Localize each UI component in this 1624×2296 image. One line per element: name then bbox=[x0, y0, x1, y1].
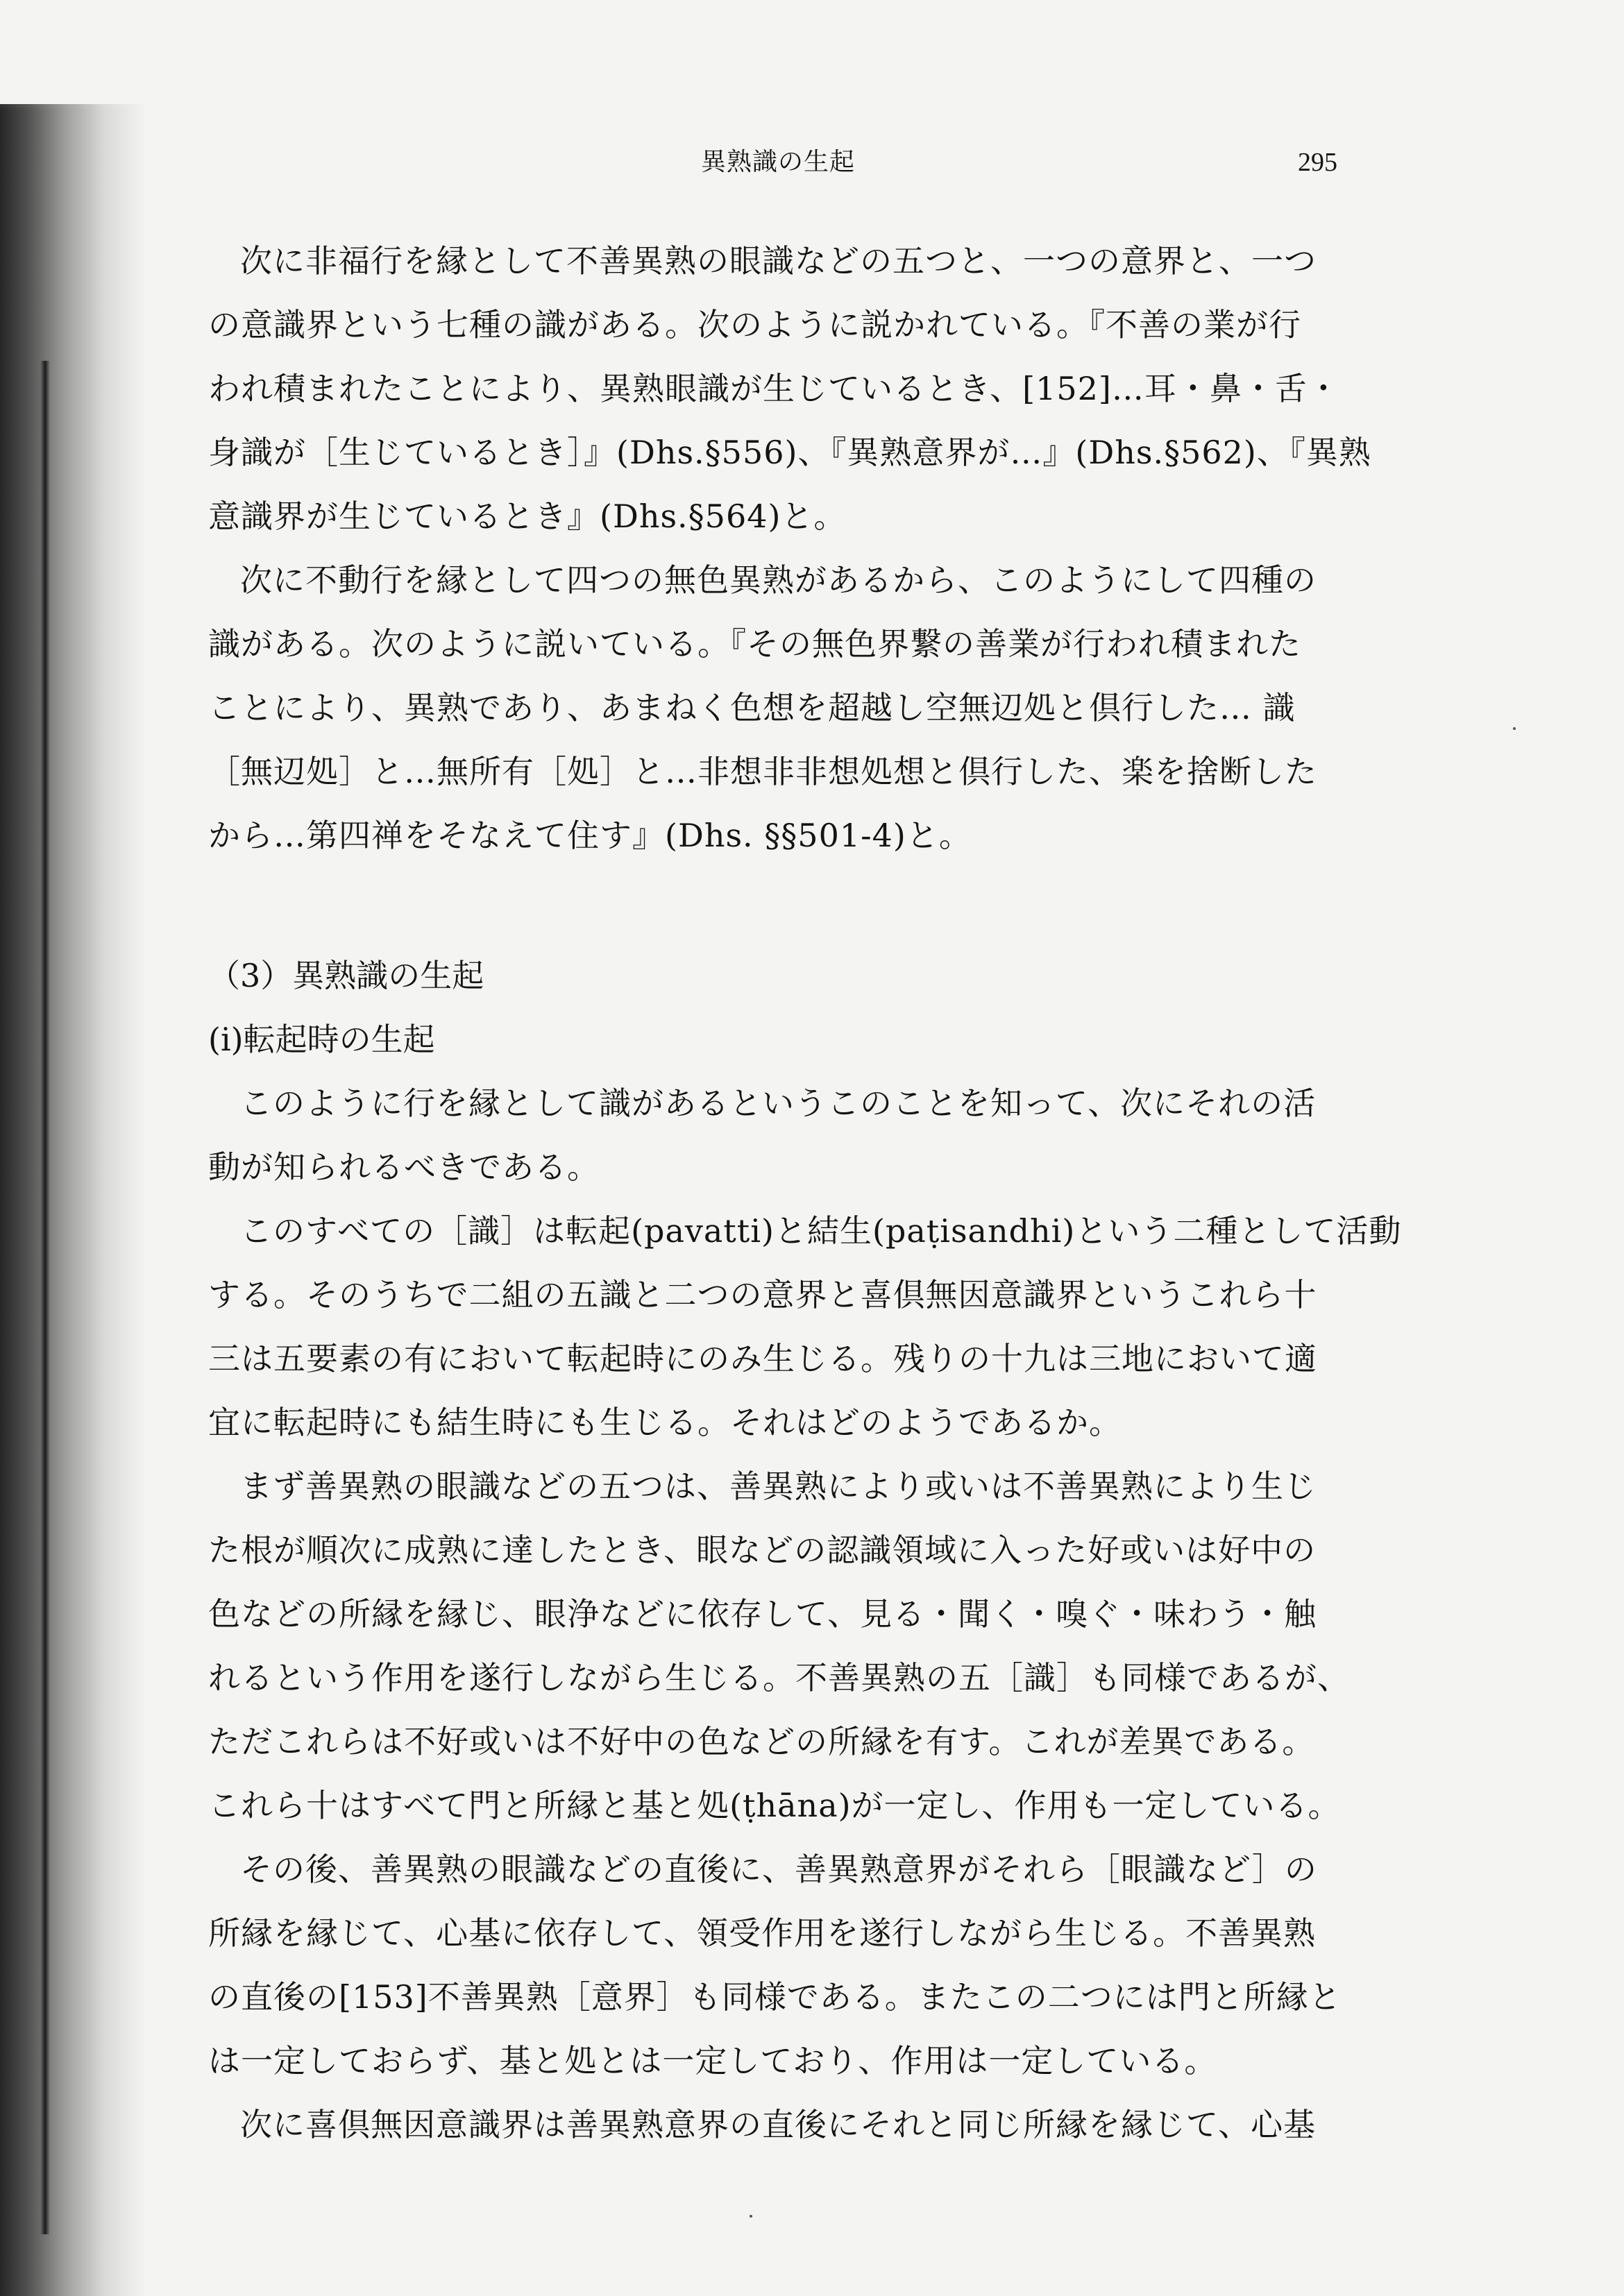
text-line: 色などの所縁を縁じ、眼浄などに依存して、見る・聞く・嗅ぐ・味わう・触 bbox=[208, 1595, 1317, 1633]
text-line: これら十はすべて門と所縁と基と処(ṭhāna)が一定し、作用も一定している。 bbox=[208, 1787, 1341, 1824]
text-line: 次に非福行を縁として不善異熟の眼識などの五つと、一つの意界と、一つ bbox=[240, 242, 1317, 280]
text-line: 次に喜倶無因意識界は善異熟意界の直後にそれと同じ所縁を縁じて、心基 bbox=[240, 2106, 1317, 2143]
text-line: の直後の[153]不善異熟［意界］も同様である。またこの二つには門と所縁と bbox=[208, 1978, 1342, 2016]
text-line: ことにより、異熟であり、あまねく色想を超越し空無辺処と倶行した… 識 bbox=[208, 689, 1296, 726]
page-body bbox=[208, 229, 1402, 2157]
text-line: は一定しておらず、基と処とは一定しており、作用は一定している。 bbox=[208, 2042, 1217, 2080]
scan-speck bbox=[1513, 727, 1516, 730]
text-line: から…第四禅をそなえて住す』(Dhs. §§501-4)と。 bbox=[208, 817, 972, 854]
text-line: その後、善異熟の眼識などの直後に、善異熟意界がそれら［眼識など］の bbox=[240, 1851, 1317, 1888]
scan-binding-edge bbox=[40, 361, 50, 2234]
paragraph-5 bbox=[208, 1454, 1395, 1837]
text-line: の意識界という七種の識がある。次のように説かれている。『不善の業が行 bbox=[208, 306, 1301, 343]
text-line: ただこれらは不好或いは不好中の色などの所縁を有す。これが差異である。 bbox=[208, 1723, 1315, 1760]
text-line: われ積まれたことにより、異熟眼識が生じているとき、[152]…耳・鼻・舌・ bbox=[208, 370, 1340, 407]
scan-binding-shadow bbox=[0, 104, 146, 2296]
text-line: れるという作用を遂行しながら生じる。不善異熟の五［識］も同様であるが、 bbox=[208, 1659, 1350, 1697]
scan-speck bbox=[750, 2215, 752, 2218]
paragraph-4 bbox=[208, 1199, 1402, 1454]
text-line: 識がある。次のように説いている。『その無色界繋の善業が行われ積まれた bbox=[208, 625, 1301, 663]
text-line: 所縁を縁じて、心基に依存して、領受作用を遂行しながら生じる。不善異熟 bbox=[208, 1914, 1317, 1952]
text-line: 身識が［生じているとき］』(Dhs.§556)、『異熟意界が…』(Dhs.§562)、『異熟 bbox=[208, 434, 1371, 471]
paragraph-1 bbox=[208, 229, 1395, 548]
text-line: まず善異熟の眼識などの五つは、善異熟により或いは不善異熟により生じ bbox=[240, 1468, 1317, 1505]
paragraph-7 bbox=[208, 2093, 1395, 2157]
paragraph-3 bbox=[208, 1071, 1395, 1199]
text-line: する。そのうちで二組の五識と二つの意界と喜倶無因意識界というこれら十 bbox=[208, 1276, 1317, 1313]
paragraph-6 bbox=[208, 1837, 1395, 2093]
section-heading: （3）異熟識の生起 bbox=[208, 957, 484, 994]
text-line: このように行を縁として識があるというこのことを知って、次にそれの活 bbox=[240, 1085, 1317, 1122]
running-header bbox=[0, 142, 1624, 183]
text-line: 意識界が生じているとき』(Dhs.§564)と。 bbox=[208, 498, 847, 535]
text-line: 動が知られるべきである。 bbox=[208, 1148, 600, 1186]
text-line: 三は五要素の有において転起時にのみ生じる。残りの十九は三地において適 bbox=[208, 1340, 1317, 1377]
subsection-heading: (i)転起時の生起 bbox=[208, 1021, 435, 1058]
scan-shadow-fade bbox=[0, 0, 146, 111]
section-gap bbox=[208, 867, 1395, 944]
running-title: 異熟識の生起 bbox=[701, 148, 856, 176]
page-number: 295 bbox=[1298, 148, 1337, 177]
text-line: ［無辺処］と…無所有［処］と…非想非非想処想と倶行した、楽を捨断した bbox=[208, 753, 1317, 790]
text-line: 宜に転起時にも結生時にも生じる。それはどのようであるか。 bbox=[208, 1404, 1122, 1441]
text-line: た根が順次に成熟に達したとき、眼などの認識領域に入った好或いは好中の bbox=[208, 1531, 1317, 1569]
text-line: 次に不動行を縁として四つの無色異熟があるから、このようにして四種の bbox=[240, 561, 1317, 599]
paragraph-2 bbox=[208, 548, 1395, 867]
text-line: このすべての［識］は転起(pavatti)と結生(paṭisandhi)という二種として活動 bbox=[240, 1212, 1402, 1250]
